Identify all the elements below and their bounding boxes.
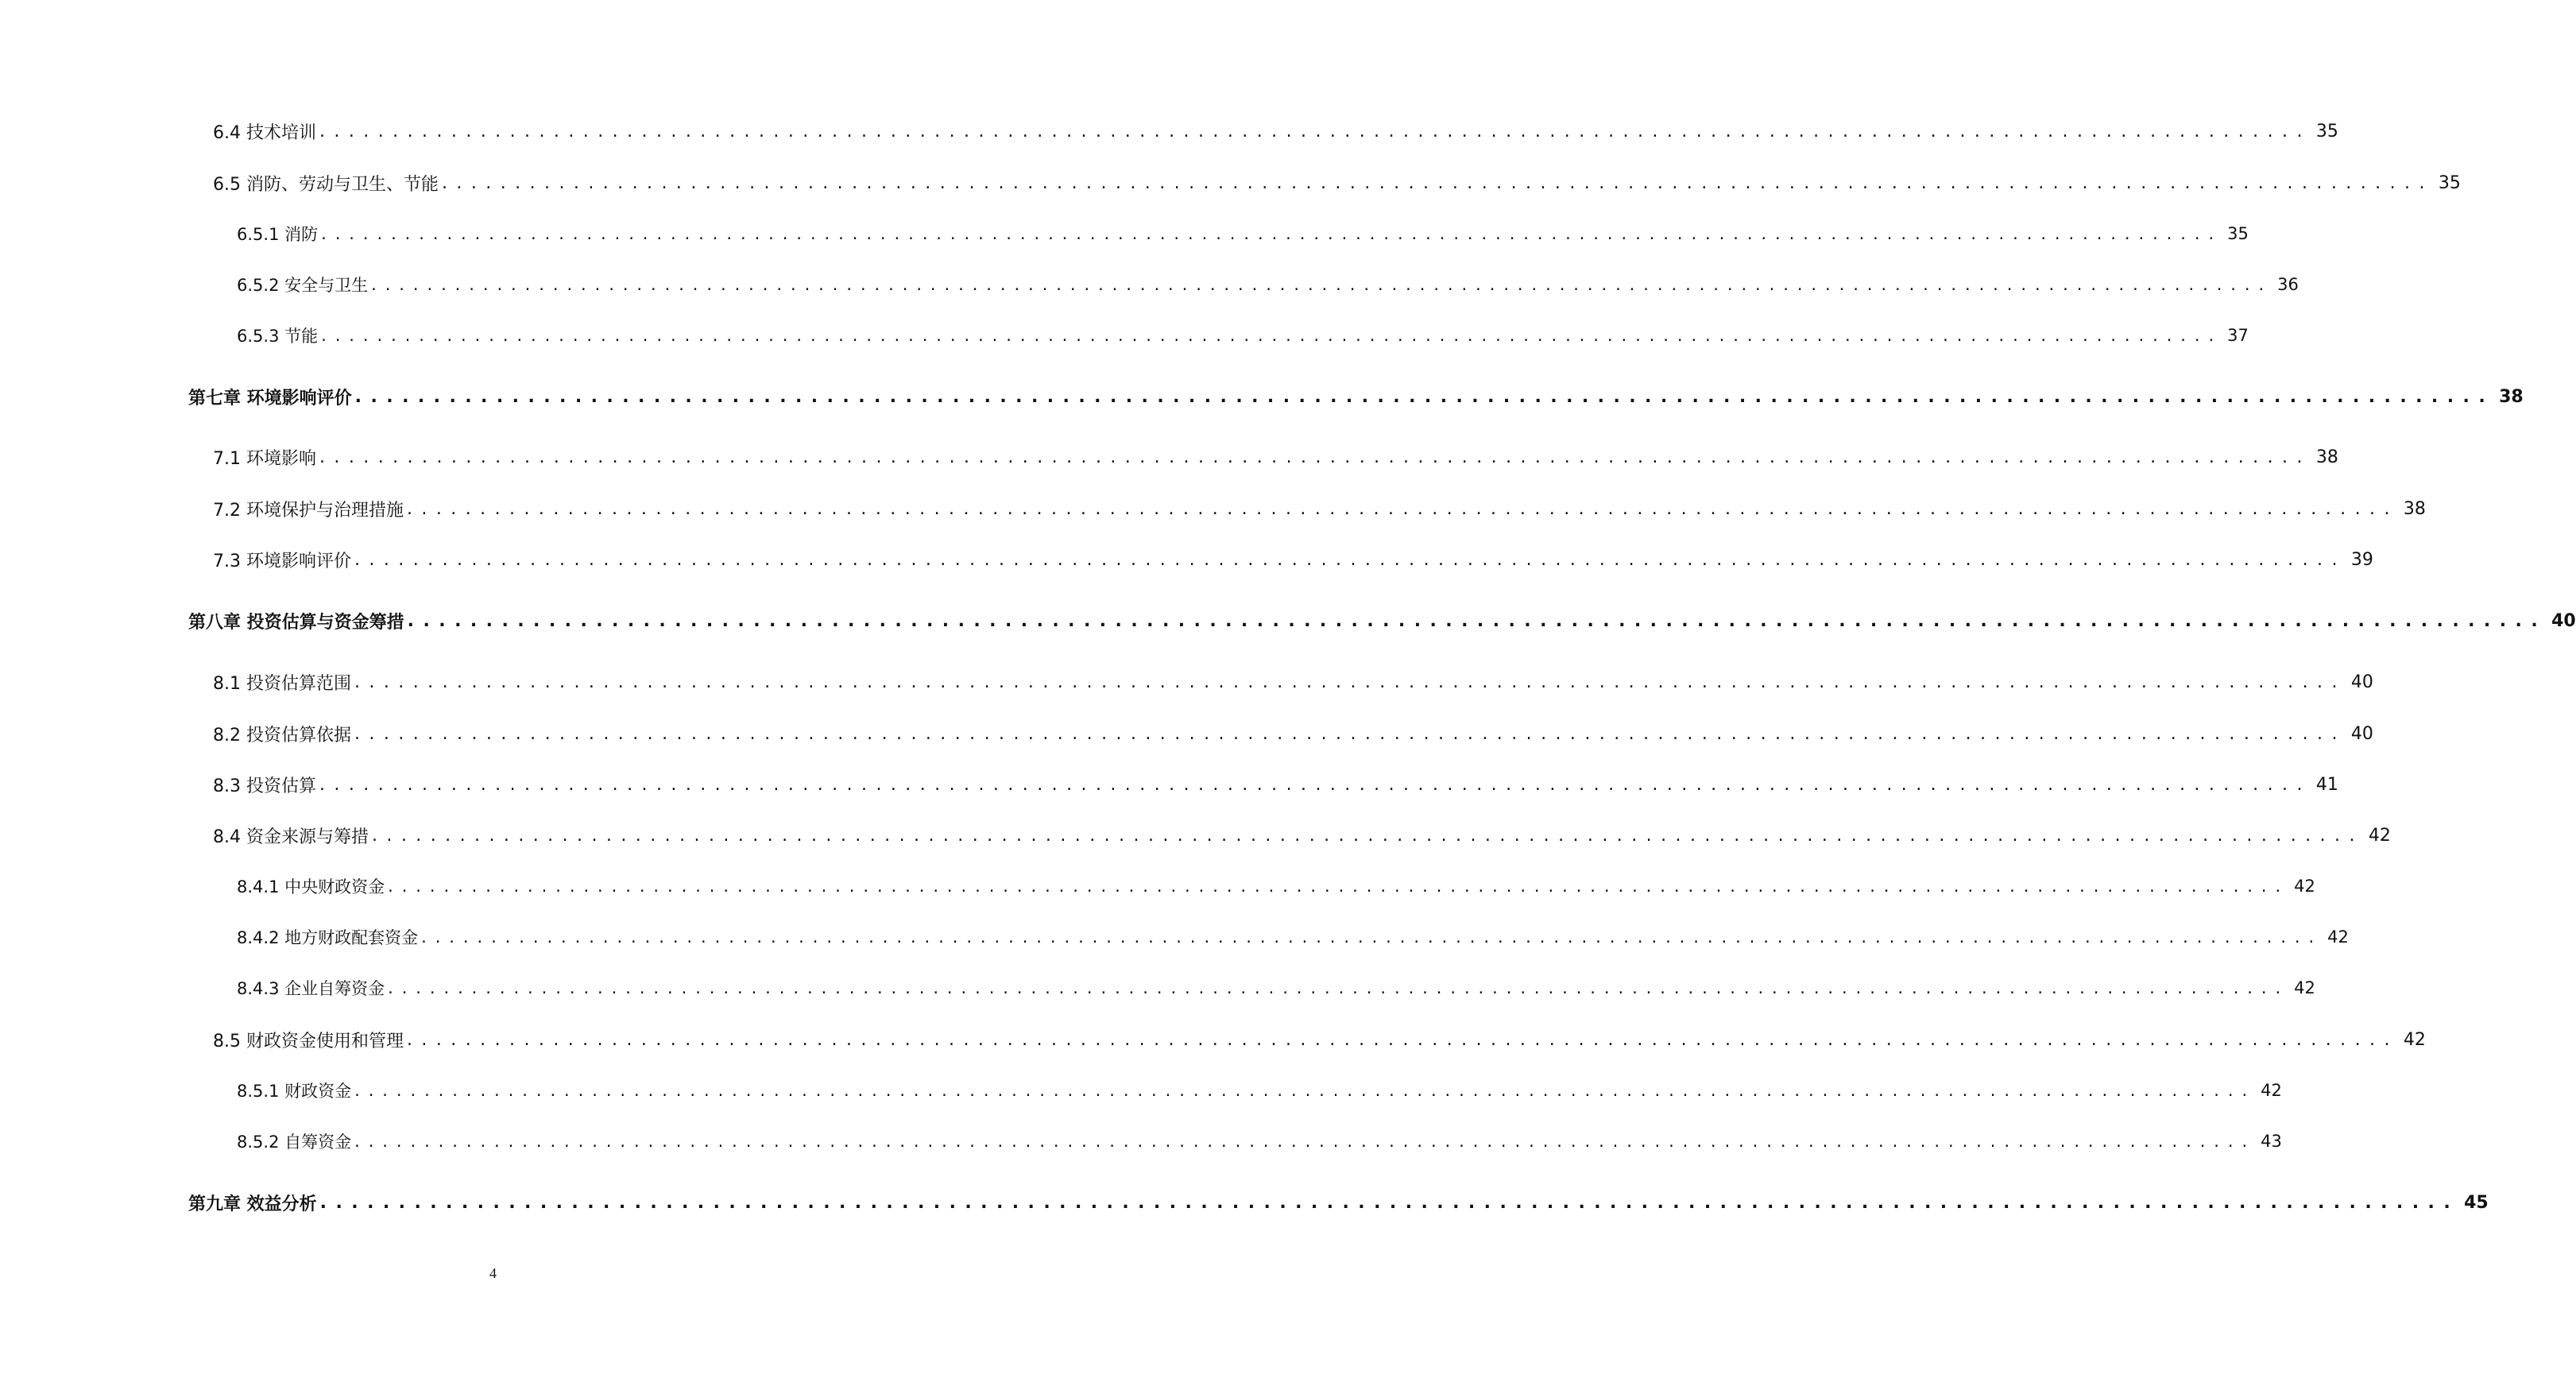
toc-entry-title: 6.5.1 消防 <box>237 225 319 244</box>
dot-leader: ........................................................................................................................................ <box>354 1132 2257 1151</box>
toc-entry-8-4-3[interactable] <box>0 972 2315 1004</box>
toc-entry-page: 42 <box>2294 978 2315 997</box>
toc-entry-title: 6.5.3 节能 <box>237 327 319 346</box>
toc-entry-page: 35 <box>2227 224 2249 243</box>
toc-entry-title: 7.2 环境保护与治理措施 <box>213 500 404 521</box>
toc-entry-6-5-2[interactable] <box>0 269 2299 300</box>
dot-leader: ........................................................................................................................................ <box>406 1029 2399 1050</box>
dot-leader: ........................................................................................................................................ <box>421 927 2323 947</box>
dot-leader: ........................................................................................................................................ <box>354 1081 2257 1100</box>
toc-entry-title: 第九章 效益分析 <box>188 1194 317 1214</box>
toc-entry-page: 40 <box>2350 723 2373 744</box>
toc-entry-page: 36 <box>2277 275 2299 294</box>
toc-entry-title: 8.5 财政资金使用和管理 <box>213 1031 404 1051</box>
toc-entry-chapter-9[interactable] <box>0 1187 2489 1218</box>
dot-leader: ........................................................................................................................................ <box>319 1192 2460 1213</box>
dot-leader: ........................................................................................................................................ <box>319 774 2311 795</box>
dot-leader: ........................................................................................................................................ <box>371 825 2364 846</box>
toc-entry-page: 38 <box>2315 447 2338 467</box>
toc-entry-page: 38 <box>2499 386 2524 407</box>
toc-entry-title: 6.4 技术培训 <box>213 122 316 143</box>
toc-entry-title: 8.4.3 企业自筹资金 <box>237 979 385 998</box>
toc-entry-6-5-1[interactable] <box>0 218 2249 250</box>
toc-entry-title: 8.3 投资估算 <box>213 776 316 796</box>
toc-entry-page: 42 <box>2368 825 2391 846</box>
toc-entry-8-1[interactable] <box>0 666 2373 698</box>
toc-entry-page: 42 <box>2261 1081 2282 1100</box>
toc-entry-title: 8.5.1 财政资金 <box>237 1082 352 1101</box>
toc-entry-title: 8.4.1 中央财政资金 <box>237 877 385 896</box>
toc-entry-page: 39 <box>2350 549 2373 570</box>
toc-entry-8-4-1[interactable] <box>0 870 2315 902</box>
toc-entry-page: 40 <box>2350 672 2373 692</box>
toc-entry-7-3[interactable] <box>0 544 2373 575</box>
toc-entry-page: 40 <box>2551 610 2576 631</box>
toc-entry-8-4-2[interactable] <box>0 921 2349 953</box>
dot-leader: ........................................................................................................................................ <box>321 224 2223 243</box>
toc-entry-6-5[interactable] <box>0 167 2461 199</box>
toc-entry-page: 41 <box>2315 774 2338 795</box>
toc-entry-title: 7.1 环境影响 <box>213 448 316 469</box>
toc-entry-8-3[interactable] <box>0 769 2338 800</box>
toc-entry-page: 37 <box>2227 326 2249 345</box>
toc-entry-title: 8.4.2 地方财政配套资金 <box>237 928 419 947</box>
dot-leader: ........................................................................................................................................ <box>371 275 2273 294</box>
toc-entry-6-4[interactable] <box>0 115 2338 147</box>
toc-entry-chapter-8[interactable] <box>0 605 2576 637</box>
dot-leader: ........................................................................................................................................ <box>354 549 2346 570</box>
toc-entry-page: 35 <box>2438 172 2461 193</box>
toc-entry-title: 6.5.2 安全与卫生 <box>237 276 369 295</box>
dot-leader: ........................................................................................................................................ <box>407 610 2547 631</box>
toc-entry-8-5-1[interactable] <box>0 1075 2282 1106</box>
dot-leader: ........................................................................................................................................ <box>321 326 2223 345</box>
toc-entry-title: 8.1 投资估算范围 <box>213 673 351 694</box>
dot-leader: ........................................................................................................................................ <box>388 877 2290 896</box>
toc-entry-title: 第八章 投资估算与资金筹措 <box>188 612 404 633</box>
toc-entry-page: 42 <box>2294 877 2315 896</box>
toc-entry-title: 7.3 环境影响评价 <box>213 551 351 571</box>
page-number: 4 <box>489 1265 497 1281</box>
toc-entry-8-5-2[interactable] <box>0 1125 2282 1157</box>
toc-entry-page: 38 <box>2403 498 2426 519</box>
toc-entry-page: 42 <box>2327 927 2349 947</box>
toc-entry-page: 42 <box>2403 1029 2426 1050</box>
toc-entry-page: 45 <box>2464 1192 2489 1213</box>
toc-entry-7-2[interactable] <box>0 493 2426 525</box>
dot-leader: ........................................................................................................................................ <box>354 386 2495 407</box>
dot-leader: ........................................................................................................................................ <box>441 172 2434 193</box>
toc-entry-title: 8.4 资金来源与筹措 <box>213 827 369 847</box>
toc-entry-title: 第七章 环境影响评价 <box>188 388 352 409</box>
toc-entry-7-1[interactable] <box>0 441 2338 473</box>
toc-entry-page: 35 <box>2315 121 2338 141</box>
toc-entry-title: 8.5.2 自筹资金 <box>237 1133 352 1152</box>
toc-entry-8-2[interactable] <box>0 718 2373 749</box>
toc-entry-page: 43 <box>2261 1132 2282 1151</box>
toc-entry-8-4[interactable] <box>0 819 2391 851</box>
dot-leader: ........................................................................................................................................ <box>388 978 2290 997</box>
toc-entry-chapter-7[interactable] <box>0 381 2524 412</box>
dot-leader: ........................................................................................................................................ <box>354 723 2346 744</box>
dot-leader: ........................................................................................................................................ <box>319 447 2311 467</box>
dot-leader: ........................................................................................................................................ <box>319 121 2311 141</box>
toc-entry-6-5-3[interactable] <box>0 319 2249 351</box>
toc-entry-title: 8.2 投资估算依据 <box>213 725 351 745</box>
dot-leader: ........................................................................................................................................ <box>406 498 2399 519</box>
dot-leader: ........................................................................................................................................ <box>354 672 2346 692</box>
toc-entry-title: 6.5 消防、劳动与卫生、节能 <box>213 174 439 195</box>
toc-entry-8-5[interactable] <box>0 1024 2426 1055</box>
